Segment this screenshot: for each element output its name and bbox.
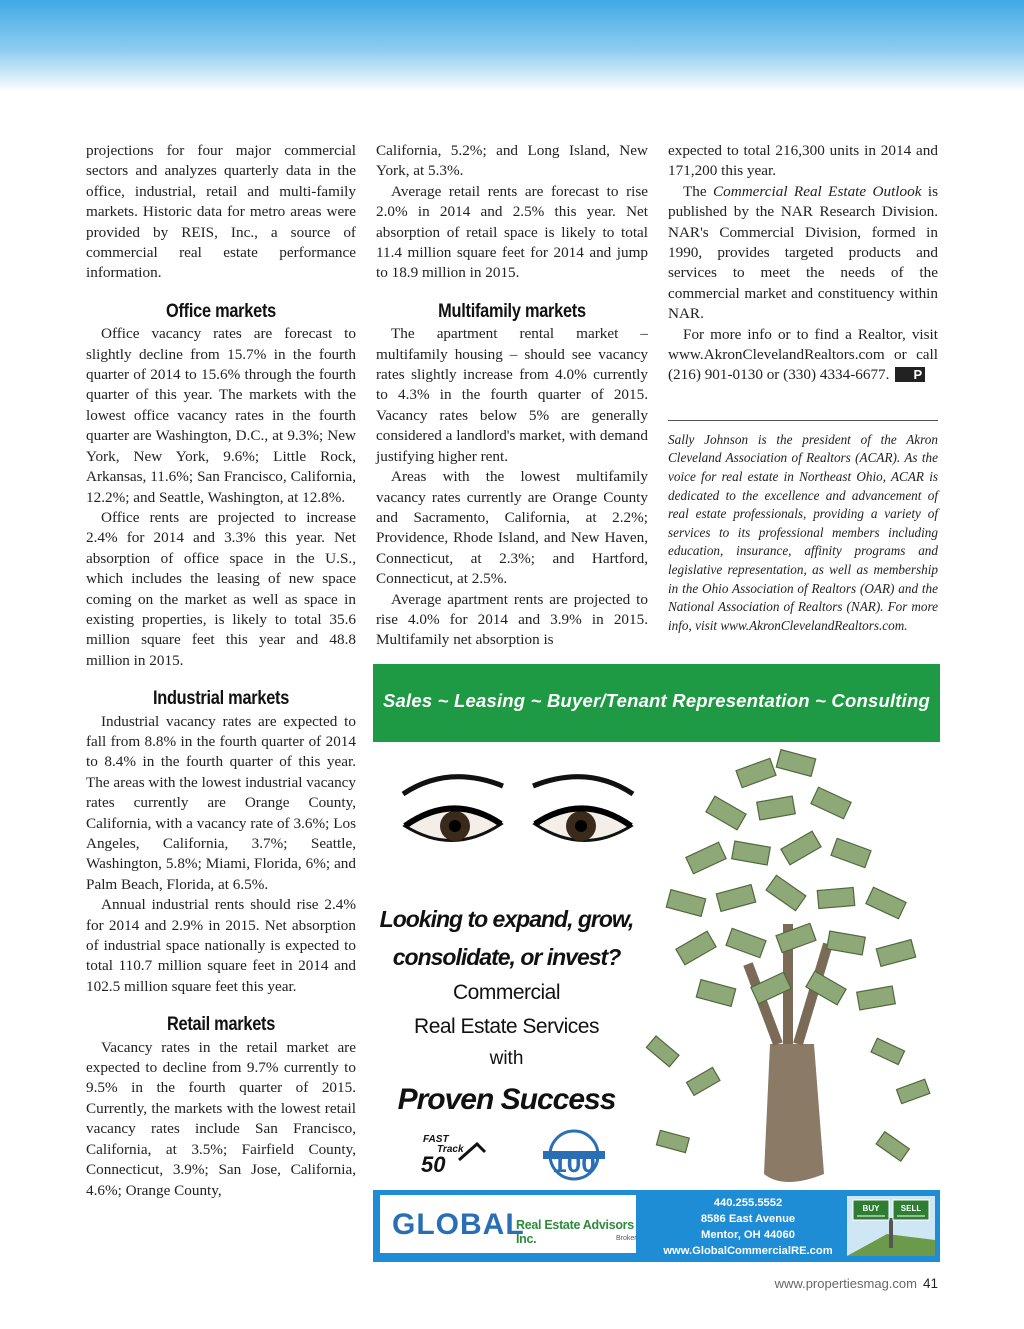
- sign-sell-text: SELL: [900, 1204, 922, 1213]
- outlook-pre: The: [683, 182, 714, 200]
- ad-headline-line-6: Proven Success: [397, 1083, 616, 1116]
- badge-100-number: 100: [552, 1148, 596, 1178]
- multifamily-paragraph-2: Areas with the lowest multifamily vacancy rates currently are Orange County and Sacramento, California, at 2.2%; Providence, Rhode Island, and New Haven, Connecticut, at 2.3%; and Hartford, Connecticut, at 2.5%.: [376, 468, 648, 588]
- global-logo: GLOBAL: [392, 1208, 525, 1241]
- multifamily-markets-heading: Multifamily markets: [438, 300, 586, 322]
- author-bio: Sally Johnson is the president of the Akron Cleveland Association of Realtors (ACAR). As the voice for real estate in Northeast Ohio, ACAR is dedicated to the excellence and advancement of real estate professionals, providing a variety of services to its professional members including education, insurance, affinity programs and legislative representation, as well as membership in the Ohio Association of Realtors (OAR) and the National Association of Realtors (NAR). For more info, visit www.AkronClevelandRealtors.com.: [668, 431, 938, 633]
- ad-city: Mentor, OH 44060: [701, 1229, 795, 1241]
- weatherhead-100-badge-icon: [543, 1126, 605, 1184]
- ad-footer-bar: [373, 1190, 940, 1262]
- end-mark-icon: P: [895, 367, 925, 382]
- footer-url[interactable]: www.propertiesmag.com: [774, 1276, 917, 1291]
- eyes-illustration-icon: [393, 764, 643, 874]
- ad-headline-line-2: consolidate, or invest?: [392, 944, 621, 970]
- ad-headline-line-4: Real Estate Services: [414, 1015, 599, 1038]
- industrial-paragraph-1: Industrial vacancy rates are expected to fall from 8.8% in the fourth quarter of 2014 to 8.4% in the fourth quarter of this year. The areas with the lowest industrial vacancy rates currently are Orange County, California, with a vacancy rate of 3.6%; Los Angeles, California, 3.7%; Seattle, Washington, 5.8%; Miami, Florida, 6%; and Palm Beach, Florida, at 6.5%.: [86, 712, 356, 893]
- multifamily-paragraph-3: Average apartment rents are projected to rise 4.0% for 2014 and 3.9% in 2015. Multifamily net absorption is: [376, 590, 648, 649]
- office-markets-heading: Office markets: [166, 300, 276, 322]
- ad-headline-line-5: with: [489, 1048, 524, 1069]
- industrial-paragraph-2: Annual industrial rents should rise 2.4% for 2014 and 2.9% in 2015. Net absorption of industrial space nationally is expected to total 110.7 million square feet in 2014 and 102.5 million square feet this year.: [86, 896, 356, 995]
- ad-headline-block: [373, 900, 640, 1126]
- badge-track-word: Track: [437, 1144, 464, 1155]
- retail-paragraph-2: Average retail rents are forecast to rise 2.0% in 2014 and 2.5% this year. Net absorption of retail space is likely to total 11.4 million square feet for 2014 and jump to 18.9 million in 2015.: [376, 182, 648, 282]
- ad-headline-line-1: Looking to expand, grow,: [379, 906, 634, 932]
- page-number: 41: [922, 1276, 938, 1291]
- multifamily-continued: expected to total 216,300 units in 2014 and 171,200 this year.: [668, 142, 938, 180]
- global-logo-box: [380, 1195, 636, 1253]
- ad-phone: 440.255.5552: [713, 1197, 783, 1209]
- ad-street: 8586 East Avenue: [700, 1213, 796, 1225]
- column-1: [86, 141, 356, 1201]
- outlook-post: is published by the NAR Research Division. NAR's Commercial Division, formed in 1990, provides targeted products and services to meet the needs of the commercial market and constituency within NAR.: [668, 182, 938, 323]
- retail-continued: California, 5.2%; and Long Island, New York, at 5.3%.: [376, 142, 648, 180]
- contact-text: For more info or to find a Realtor, visit www.AkronClevelandRealtors.com or call (216) 901-0130 or (330) 4334-6677.: [668, 325, 938, 384]
- ad-green-banner: [373, 664, 940, 742]
- ad-contact-info: [643, 1195, 853, 1259]
- contact-paragraph: [668, 325, 938, 386]
- column-3: [668, 141, 938, 635]
- ad-services-tagline: Sales ~ Leasing ~ Buyer/Tenant Representation ~ Consulting: [382, 690, 931, 711]
- global-logo-broker: Broker: [616, 1235, 637, 1242]
- office-paragraph-1: Office vacancy rates are forecast to slightly decline from 15.7% in the fourth quarter of 2014 to 15.6% through the fourth quarter of this year. The markets with the lowest office vacancy rates in the fourth quarter are Washington, D.C., at 9.3%; New York, New York, 9.6%; Little Rock, Arkansas, 11.6%; San Francisco, California, 12.2%; and Seattle, Washington, at 12.8%.: [86, 325, 356, 506]
- sign-buy-text: BUY: [862, 1204, 880, 1213]
- retail-paragraph-1: Vacancy rates in the retail market are expected to decline from 9.7% currently to 9.5% in the fourth quarter of 2015. Currently, the markets with the lowest retail vacancy rates include San Francisco, California, at 3.5%; Fairfield County, Connecticut, 3.9%; San Jose, California, 4.6%; Orange County,: [86, 1038, 356, 1199]
- page-footer: [775, 1276, 938, 1291]
- money-tree-illustration-icon: [628, 744, 940, 1194]
- office-paragraph-2: Office rents are projected to increase 2.4% for 2014 and 3.3% this year. Net absorption of office space in the U.S., which includes the leasing of new space coming on the market as well as space in existing properties, is likely to total 35.6 million square feet this year and 48.8 million in 2015.: [86, 508, 356, 669]
- multifamily-paragraph-1: The apartment rental market – multifamily housing – should see vacancy rates slightly increase from 4.0% currently to 4.3% in the fourth quarter of 2015. Vacancy rates below 5% are generally considered a landlord's market, with demand justifying higher rent.: [376, 325, 648, 465]
- intro-paragraph: projections for four major commercial sectors and analyzes quarterly data in the office, industrial, retail and multi-family markets. Historic data for metro areas were provided by REIS, Inc., a source of commercial real estate performance information.: [86, 142, 356, 282]
- retail-markets-heading: Retail markets: [166, 1014, 276, 1036]
- global-advertisement: [373, 664, 940, 1262]
- industrial-markets-heading: Industrial markets: [152, 688, 290, 710]
- column-2: [376, 141, 648, 651]
- global-logo-subtitle: Real Estate Advisors Inc.: [516, 1218, 634, 1246]
- ad-website[interactable]: www.GlobalCommercialRE.com: [663, 1245, 833, 1257]
- outlook-title: Commercial Real Estate Outlook: [713, 182, 922, 200]
- outlook-paragraph: [668, 182, 938, 325]
- fast-track-50-badge-icon: [419, 1130, 489, 1176]
- bio-divider: [668, 420, 938, 421]
- badge-fast-word: FAST: [423, 1134, 449, 1145]
- buy-sell-sign-icon: [847, 1196, 935, 1256]
- top-color-bar: [0, 0, 1024, 92]
- badge-50-number: 50: [421, 1152, 446, 1176]
- ad-headline-line-3: Commercial: [452, 981, 560, 1004]
